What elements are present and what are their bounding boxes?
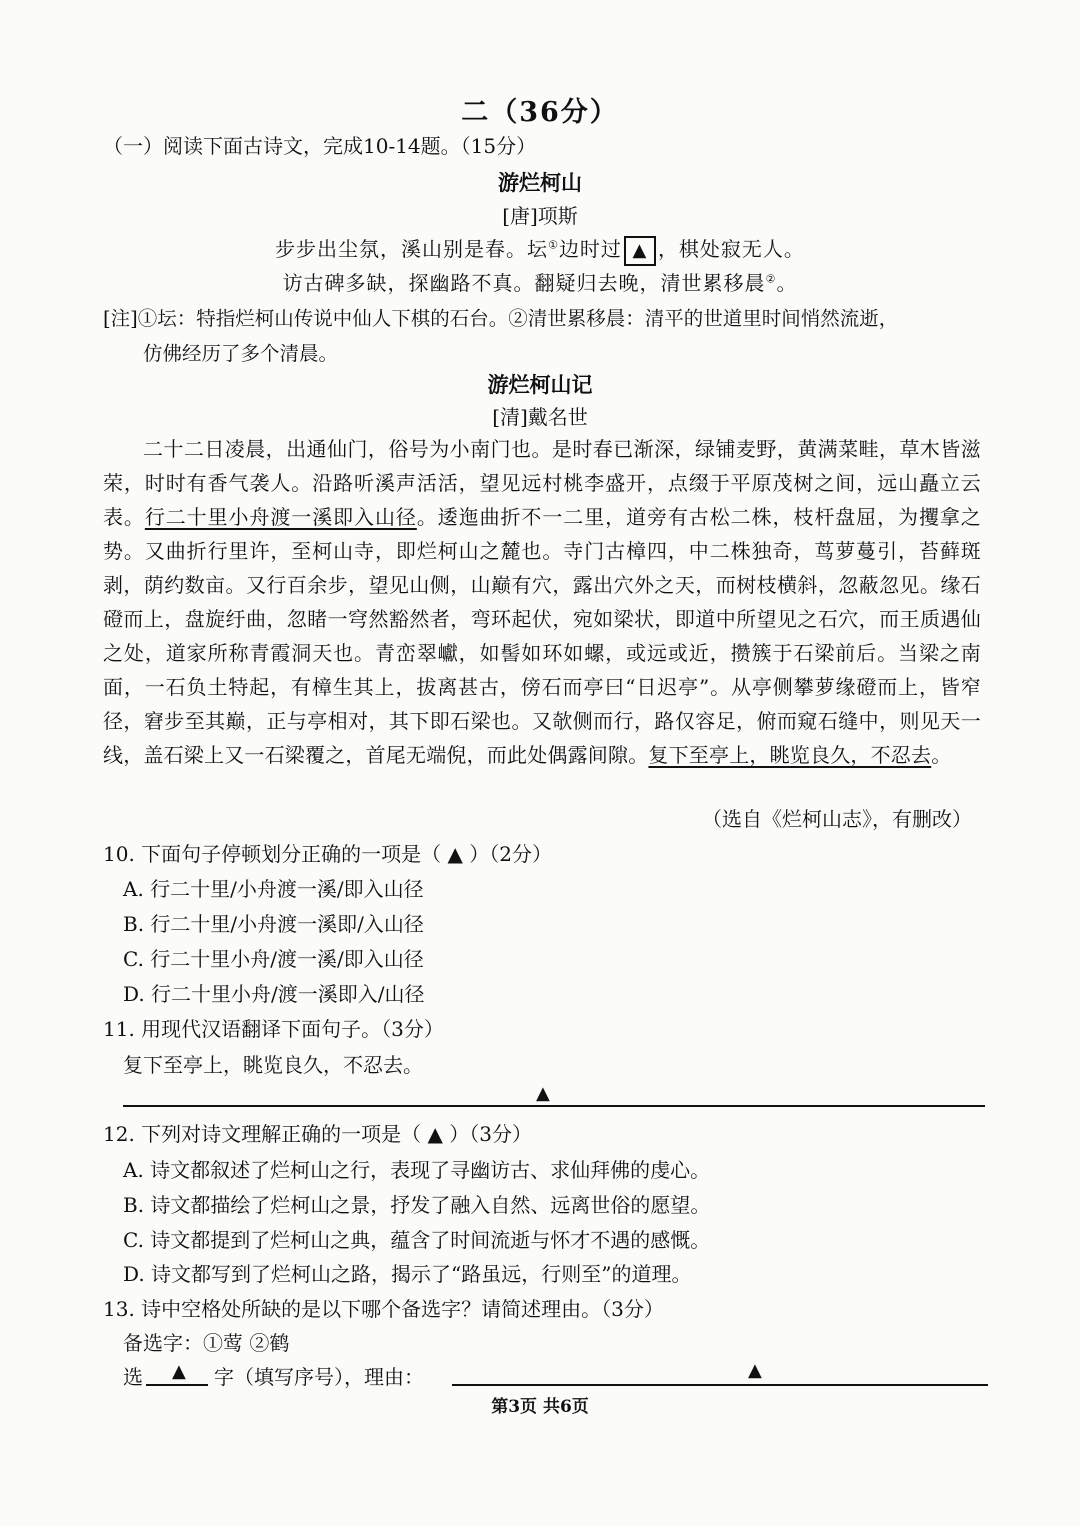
page-footer: 第3页 共6页 [491, 1397, 589, 1417]
q12-option-b[interactable]: B. 诗文都描绘了烂柯山之景，抒发了融入自然、远离世俗的愿望。 [123, 1193, 711, 1217]
essay-source: （选自《烂柯山志》，有删改） [702, 807, 972, 831]
essay-underline-1: 行二十里小舟渡一溪即入山径 [144, 505, 417, 529]
poem-line-2-b: 。 [776, 271, 798, 295]
q10-option-d[interactable]: D. 行二十里小舟/渡一溪即入/山径 [123, 982, 425, 1006]
poem-line-1 [0, 233, 1080, 266]
essay-underline-2: 复下至亭上，眺览良久，不忍去 [648, 743, 932, 767]
q11-answer-mark: ▲ [536, 1083, 550, 1104]
q12-option-d[interactable]: D. 诗文都写到了烂柯山之路，揭示了“路虽远，行则至”的道理。 [123, 1262, 692, 1286]
poem-line-1-b: 边时过 [558, 237, 622, 261]
q12-stem: 12. 下列对诗文理解正确的一项是（ ▲ ）（3分） [103, 1122, 532, 1146]
footnote-marker-2: ② [765, 272, 777, 286]
essay-title: 游烂柯山记 [487, 372, 593, 397]
q10-option-b[interactable]: B. 行二十里/小舟渡一溪即/入山径 [123, 912, 424, 936]
essay-body [103, 432, 981, 772]
q13-options: 备选字：①莺 ②鹤 [123, 1331, 290, 1355]
q13-stem: 13. 诗中空格处所缺的是以下哪个备选字？请简述理由。（3分） [103, 1297, 664, 1321]
q10-option-c[interactable]: C. 行二十里小舟/渡一溪/即入山径 [123, 947, 424, 971]
q13-reason-label: 字（填写序号），理由： [214, 1365, 424, 1389]
q13-reason-mark: ▲ [748, 1360, 762, 1381]
q12-option-a[interactable]: A. 诗文都叙述了烂柯山之行，表现了寻幽访古、求仙拜佛的虔心。 [123, 1158, 711, 1182]
q10-stem: 10. 下面句子停顿划分正确的一项是（ ▲ ）（2分） [103, 842, 552, 866]
poem-line-2 [0, 267, 1080, 296]
section-title: 二（36分） [461, 97, 619, 128]
essay-part-3: 。 [931, 743, 952, 767]
footnote-marker-1: ① [548, 238, 559, 252]
q13-choose-mark: ▲ [172, 1361, 186, 1382]
poem-note-1: [注]①坛：特指烂柯山传说中仙人下棋的石台。②清世累移晨：清平的世道里时间悄然流逝， [103, 307, 899, 330]
poem-title: 游烂柯山 [498, 170, 582, 195]
poem-line-2-a: 访古碑多缺，探幽路不真。翻疑归去晚，清世累移晨 [282, 271, 766, 295]
q10-option-a[interactable]: A. 行二十里/小舟渡一溪/即入山径 [123, 877, 424, 901]
q12-option-c[interactable]: C. 诗文都提到了烂柯山之典，蕴含了时间流逝与怀才不遇的感慨。 [123, 1228, 711, 1252]
essay-part-1: 二十二日凌晨，出通仙门，俗号为小南门也。是时春已渐深，绿铺麦野，黄满菜畦，草木皆滋荣，时时有香气袭人。沿路听溪声活活，望见远村桃李盛开，点缀于平原茂树之间，远山矗立云表。 [103, 437, 981, 529]
poem-note-2: 仿佛经历了多个清晨。 [143, 342, 339, 365]
q11-answer-line[interactable] [123, 1105, 985, 1107]
poem-author: [唐]项斯 [502, 204, 578, 228]
poem-blank-box[interactable]: ▲ [624, 236, 656, 266]
poem-line-1-a: 步步出尘氛，溪山别是春。坛 [275, 237, 549, 261]
q13-choose-label: 选 [123, 1365, 143, 1389]
q11-sentence: 复下至亭上，眺览良久，不忍去。 [123, 1053, 423, 1077]
poem-line-1-c: ，棋处寂无人。 [657, 237, 805, 261]
part1-instruction: （一）阅读下面古诗文，完成10-14题。（15分） [103, 134, 537, 158]
q11-stem: 11. 用现代汉语翻译下面句子。（3分） [103, 1017, 444, 1041]
essay-part-2: 。逶迤曲折不一二里，道旁有古松二株，枝杆盘屈，为攫拿之势。又曲折行里许，至柯山寺，即烂柯山之麓也。寺门古樟四，中二株独奇，茑萝蔓引，苔藓斑剥，荫约数亩。又行百余步，望见山侧，山巅有穴，露出穴外之天，而树枝横斜，忽蔽忽见。缘石磴而上，盘旋纡曲，忽睹一穹然豁然者，弯环起伏，宛如梁状，即道中所望见之石穴，而王质遇仙之处，道家所称青霞洞天也。青峦翠巘，如髻如环如螺，或远或近，攒簇于石梁前后。当梁之南面，一石负土特起，有樟生其上，拔离甚古，傍石而亭曰“日迟亭”。从亭侧攀萝缘磴而上，皆窄径，窘步至其巅，正与亭相对，其下即石梁也。又欹侧而行，路仅容足，俯而窥石缝中，则见天一线，盖石梁上又一石梁覆之，首尾无端倪，而此处偶露间隙。 [103, 505, 981, 767]
essay-author: [清]戴名世 [492, 405, 588, 429]
q13-choose-blank[interactable] [146, 1384, 208, 1386]
q13-reason-line[interactable] [452, 1384, 988, 1386]
